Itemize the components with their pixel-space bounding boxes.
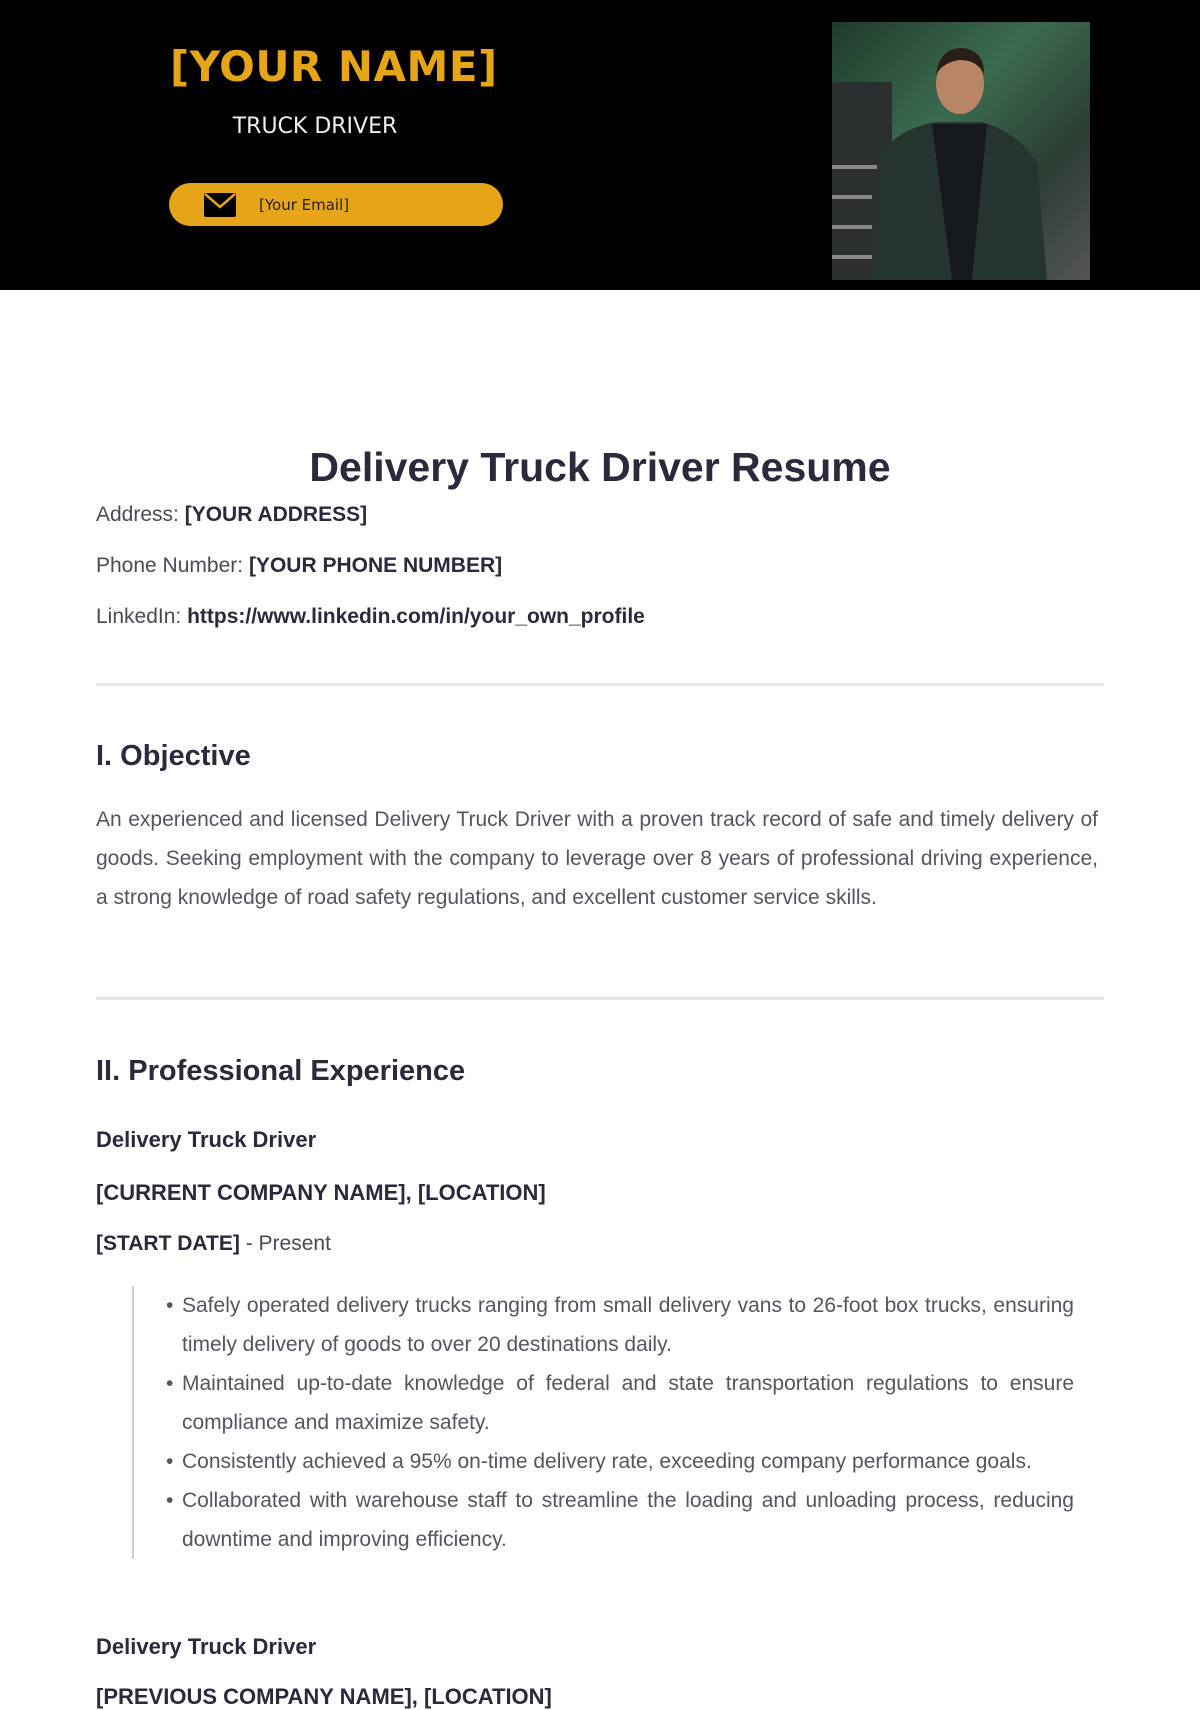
profile-photo: [832, 22, 1090, 280]
experience-heading: II. Professional Experience: [96, 1055, 466, 1087]
candidate-name: [YOUR NAME]: [170, 42, 498, 91]
phone-value: [YOUR PHONE NUMBER]: [248, 554, 503, 577]
objective-text: An experienced and licensed Delivery Truck Driver with a proven track record of safe and timely delivery of goods. Seeking employment with the company to leverage over 8 years of professional driving experience, a strong knowledge of road safety regulations, and excellent customer service skills.: [96, 808, 1098, 909]
document-title: Delivery Truck Driver Resume: [309, 444, 891, 490]
job-start-date: [START DATE]: [96, 1232, 240, 1255]
job-company: [PREVIOUS COMPANY NAME], [LOCATION]: [96, 1684, 552, 1709]
list-item: • Safely operated delivery trucks ranging from small delivery vans to 26-foot box trucks, ensuring timely delivery of goods to over 20 destinations daily.: [166, 1286, 1074, 1364]
address-line: [96, 503, 367, 527]
job-end-date: - Present: [245, 1232, 331, 1255]
list-item: • Maintained up-to-date knowledge of federal and state transportation regulations to ensure compliance and maximize safety.: [166, 1364, 1074, 1442]
divider: [96, 683, 1104, 686]
address-label: Address:: [96, 503, 179, 526]
list-item: • Consistently achieved a 95% on-time delivery rate, exceeding company performance goals.: [166, 1442, 1074, 1481]
linkedin-line: [96, 605, 645, 629]
envelope-icon: [203, 192, 237, 218]
job-dates: [96, 1232, 331, 1256]
phone-line: [96, 554, 502, 578]
linkedin-label: LinkedIn:: [96, 605, 182, 628]
linkedin-link[interactable]: https://www.linkedin.com/in/your_own_profile: [187, 605, 645, 628]
divider: [96, 997, 1104, 1000]
job-company: [CURRENT COMPANY NAME], [LOCATION]: [96, 1180, 546, 1205]
job-bullets: [132, 1286, 1074, 1559]
phone-label: Phone Number:: [96, 554, 244, 577]
list-item: • Collaborated with warehouse staff to streamline the loading and unloading process, reducing downtime and improving efficiency.: [166, 1481, 1074, 1559]
objective-heading: I. Objective: [96, 740, 251, 772]
candidate-role: TRUCK DRIVER: [232, 114, 398, 139]
email-text: [Your Email]: [259, 195, 350, 214]
job-title: Delivery Truck Driver: [96, 1634, 317, 1659]
email-pill[interactable]: [169, 183, 503, 226]
header-banner: [0, 0, 1200, 290]
job-title: Delivery Truck Driver: [96, 1127, 317, 1152]
address-value: [YOUR ADDRESS]: [184, 503, 368, 526]
